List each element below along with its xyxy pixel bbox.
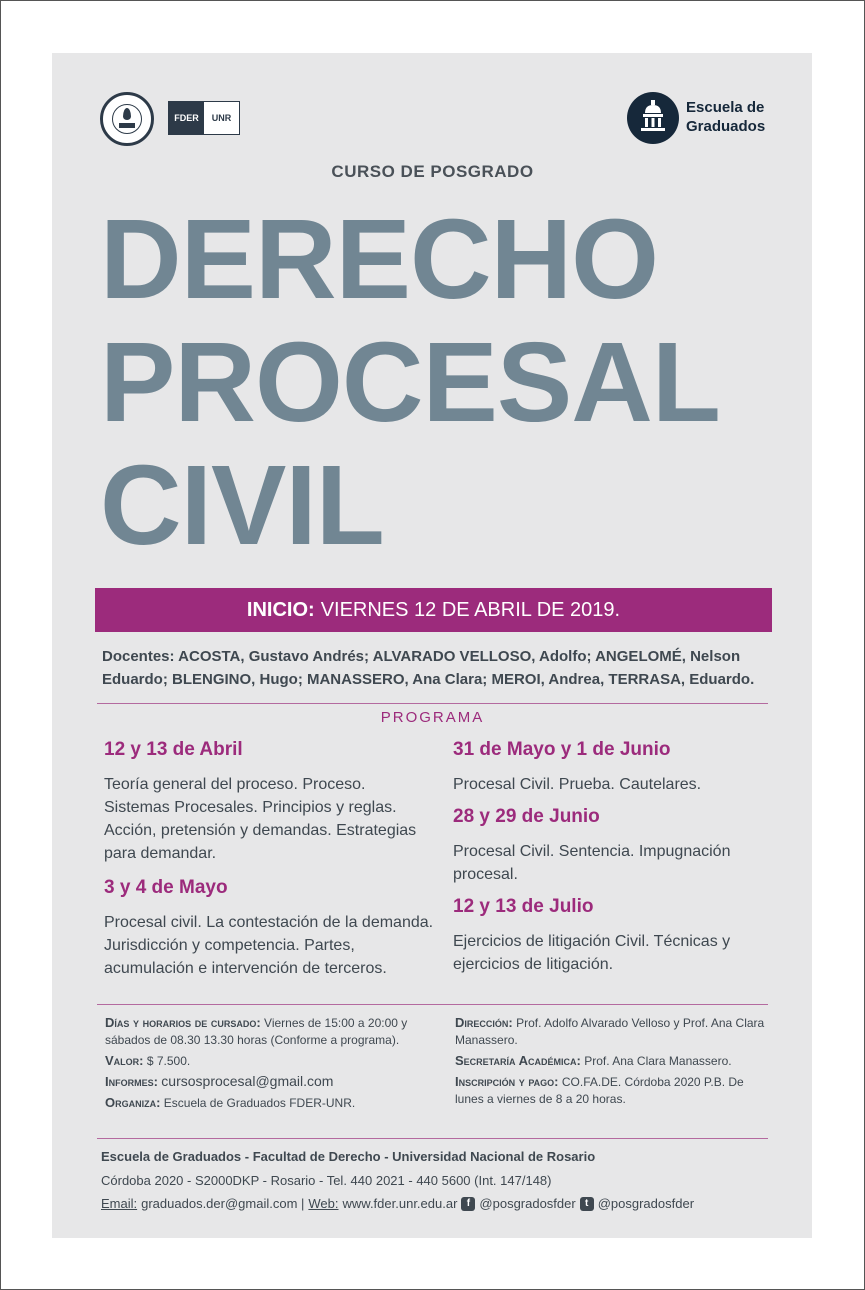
info-value: $ 7.500. <box>146 1054 191 1068</box>
start-date-band <box>95 588 772 632</box>
programa-heading: PROGRAMA <box>380 709 485 726</box>
start-date: VIERNES 12 DE ABRIL DE 2019. <box>320 598 621 621</box>
info-value: cursosprocesal@gmail.com <box>161 1073 334 1089</box>
web-link[interactable]: www.fder.unr.edu.ar <box>342 1196 458 1211</box>
title-line-2: PROCESAL <box>100 319 720 445</box>
info-row-direction <box>455 1014 765 1049</box>
title-line-3: CIVIL <box>100 442 384 568</box>
module-desc: Procesal Civil. Sentencia. Impugnación procesal. <box>453 843 731 883</box>
info-value: CO.FA.DE. Córdoba 2020 P.B. De lunes a viernes de 8 a 20 horas. <box>455 1075 744 1106</box>
docentes <box>102 645 782 691</box>
docentes-label: Docentes: <box>102 648 175 665</box>
divider-middle <box>97 1004 768 1005</box>
module-desc: Ejercicios de litigación Civil. Técnicas y ejercicios de litigación. <box>453 933 731 973</box>
footer-institution: Escuela de Graduados - Facultad de Derecho - Universidad Nacional de Rosario <box>101 1149 596 1164</box>
divider-bottom <box>97 1138 768 1139</box>
info-left <box>105 1014 410 1115</box>
facebook-icon: f <box>461 1197 475 1211</box>
twitter-icon: t <box>580 1197 594 1211</box>
info-row-organizer <box>105 1094 410 1112</box>
module-date: 31 de Mayo y 1 de Junio <box>453 739 671 760</box>
footer-address: Córdoba 2020 - S2000DKP - Rosario - Tel. 440 2021 - 440 5600 (Int. 147/148) <box>101 1173 552 1188</box>
fder-unr-logo <box>168 101 240 135</box>
info-value: Escuela de Graduados FDER-UNR. <box>163 1096 356 1110</box>
info-key: Días y horarios de cursado: <box>105 1015 261 1030</box>
module-date: 28 y 29 de Junio <box>453 806 600 827</box>
email-label: Email: <box>101 1196 138 1211</box>
fder-label: FDER <box>169 102 204 134</box>
web-label: Web: <box>308 1196 339 1211</box>
escuela-graduados-building-icon <box>627 92 679 144</box>
info-key: Inscripción y pago: <box>455 1074 559 1089</box>
info-row-registration <box>455 1073 765 1108</box>
twitter-handle[interactable]: @posgradosfder <box>597 1196 695 1211</box>
module-desc: Teoría general del proceso. Proceso. Sistemas Procesales. Principios y reglas. Acción, pretensión y demandas. Estrategias para demandar. <box>104 776 417 862</box>
footer-contact <box>101 1196 694 1211</box>
facebook-handle[interactable]: @posgradosfder <box>479 1196 576 1211</box>
schedule-right-column <box>453 739 773 986</box>
schedule-left-column <box>104 739 434 990</box>
info-right <box>455 1014 765 1111</box>
escuela-graduados-logo-text <box>686 98 765 136</box>
module-date: 12 y 13 de Julio <box>453 896 594 917</box>
info-value: Viernes de 15:00 a 20:00 y sábados de 08.30 13.30 horas (Conforme a programa). <box>105 1016 408 1047</box>
info-value: Prof. Ana Clara Manassero. <box>584 1054 732 1068</box>
info-key: Organiza: <box>105 1095 161 1110</box>
escuela-line2: Graduados <box>686 118 766 135</box>
docentes-list: ACOSTA, Gustavo Andrés; ALVARADO VELLOSO, Adolfo; ANGELOMÉ, Nelson Eduardo; BLENGINO, Hugo; MANASSERO, Ana Clara; MEROI, Andrea, TERRASA, Eduardo. <box>102 648 755 688</box>
info-row-secretary <box>455 1052 765 1070</box>
module-desc: Procesal civil. La contestación de la demanda. Jurisdicción y competencia. Partes, acumulación e intervención de terceros. <box>104 914 434 977</box>
module-desc: Procesal Civil. Prueba. Cautelares. <box>453 776 702 793</box>
info-key: Dirección: <box>455 1015 513 1030</box>
start-label: INICIO: <box>246 598 315 621</box>
title-line-1: DERECHO <box>100 196 659 322</box>
info-value: Prof. Adolfo Alvarado Velloso y Prof. Ana Clara Manassero. <box>455 1016 765 1047</box>
divider-top <box>97 703 768 704</box>
module-date: 12 y 13 de Abril <box>104 739 243 760</box>
email-link[interactable]: graduados.der@gmail.com | <box>141 1196 305 1211</box>
info-row-schedule <box>105 1014 410 1049</box>
module-date: 3 y 4 de Mayo <box>104 877 228 898</box>
info-key: Informes: <box>105 1074 158 1089</box>
course-type: CURSO DE POSGRADO <box>331 162 534 181</box>
info-row-contact <box>105 1073 410 1091</box>
info-row-price <box>105 1052 410 1070</box>
unr-label: UNR <box>204 102 239 134</box>
info-key: Valor: <box>105 1053 144 1068</box>
escuela-line1: Escuela de <box>686 99 765 116</box>
info-key: Secretaría Académica: <box>455 1053 581 1068</box>
university-seal-icon <box>100 92 154 146</box>
